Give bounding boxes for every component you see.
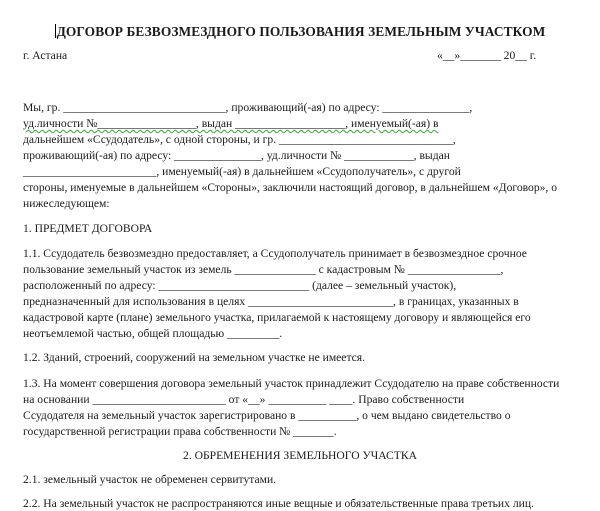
section-heading: 1. ПРЕДМЕТ ДОГОВОРА (23, 222, 153, 235)
preamble-line: проживающий(-ая) по адресу: _______________, уд.личности № ____________, выдан (23, 149, 450, 162)
section-heading: 2. ОБРЕМЕНЕНИЯ ЗЕМЕЛЬНОГО УЧАСТКА (183, 449, 417, 462)
clause-1-3-line: Ссудодателя на земельный участок зарегистрировано в __________, о чем выдано свидетельство о (23, 409, 511, 422)
preamble-line: _______________________, именуемый(-ая) в дальнейшем «Ссудополучатель», с другой (23, 165, 461, 178)
preamble-line: уд.личности №_________________, выдан ___________________, именуемый(-ая) в (23, 117, 439, 130)
preamble-line: нижеследующем: (23, 197, 110, 210)
document-title: ДОГОВОР БЕЗВОЗМЕЗДНОГО ПОЛЬЗОВАНИЯ ЗЕМЕЛЬНЫМ УЧАСТКОМ (56, 24, 546, 39)
city: г. Астана (23, 49, 68, 62)
clause-1-3-line: 1.3. На момент совершения договора земельный участок принадлежит Ссудодателю на праве собственности (23, 377, 560, 390)
preamble-line: стороны, именуемые в дальнейшем «Стороны», заключили настоящий договор, в дальнейшем «Договор», о (23, 181, 558, 194)
clause-1-1-line: 1.1. Ссудодатель безвозмездно предоставляет, а Ссудополучатель принимает в безвозмездное срочное (23, 247, 527, 260)
text-cursor (55, 24, 56, 38)
clause-1-1-line: кадастровой карте (плане) земельного участка, прилагаемой к настоящему договору и являющейся его (23, 311, 531, 324)
clause-1-2: 1.2. Зданий, строений, сооружений на земельном участке не имеется. (23, 351, 366, 364)
clause-1-3-line: на основании _______________________ от «__» __________ ____. Право собственности (23, 393, 465, 406)
preamble-line: Мы, гр. ____________________________, проживающий(-ая) по адресу: _______________, (23, 101, 473, 114)
clause-1-1-line: неотъемлемой частью, общей площадью _________. (23, 327, 283, 340)
clause-2-2: 2.2. На земельный участок не распространяются иные вещные и обязательственные права третьих лиц. (23, 497, 534, 510)
clause-1-1-line: предназначенный для использования в целях _________________________, в границах, указанных в (23, 295, 519, 308)
clause-1-1-line: расположенный по адресу: __________________________ (далее – земельный участок), (23, 279, 457, 292)
clause-1-1-line: пользование земельный участок из земель ______________ с кадастровым № ________________, (23, 263, 504, 276)
clause-1-3-line: государственной регистрации права собственности № _______. (23, 425, 337, 438)
preamble-line: дальнейшем «Ссудодатель», с одной стороны, и гр. ______________________________, (23, 133, 456, 146)
clause-2-1: 2.1. земельный участок не обременен сервитутами. (23, 473, 277, 486)
date-line: «__»_______ 20__ г. (437, 49, 537, 62)
